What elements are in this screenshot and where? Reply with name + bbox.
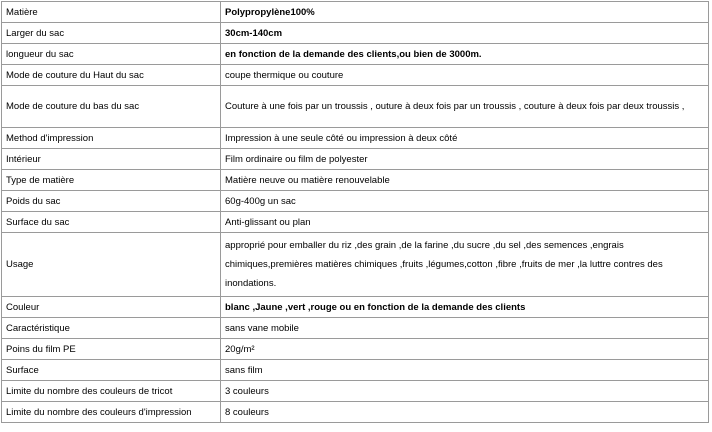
row-label: longueur du sac [2,44,221,65]
row-value: Polypropylène100% [221,2,709,23]
row-value: coupe thermique ou couture [221,65,709,86]
row-label: Mode de couture du bas du sac [2,86,221,128]
row-value: 20g/m² [221,339,709,360]
table-row [2,297,709,318]
row-value: Anti-glissant ou plan [221,212,709,233]
row-value: Impression à une seule côté ou impression à deux côté [221,128,709,149]
table-row [2,128,709,149]
row-label: Method d'impression [2,128,221,149]
table-row [2,339,709,360]
table-row [2,65,709,86]
table-row [2,212,709,233]
row-value: 3 couleurs [221,381,709,402]
row-label: Limite du nombre des couleurs d'impression [2,402,221,423]
table-row [2,170,709,191]
row-label: Limite du nombre des couleurs de tricot [2,381,221,402]
row-label: Couleur [2,297,221,318]
row-value: 60g-400g un sac [221,191,709,212]
table-row [2,191,709,212]
row-value: 8 couleurs [221,402,709,423]
row-value: 30cm-140cm [221,23,709,44]
table-row [2,318,709,339]
row-label: Surface du sac [2,212,221,233]
row-value: Couture à une fois par un troussis , outure à deux fois par un troussis , couture à deux fois par deux troussis , [221,86,709,128]
table-row [2,44,709,65]
row-value: sans vane mobile [221,318,709,339]
row-label: Poins du film PE [2,339,221,360]
row-label: Caractéristique [2,318,221,339]
row-value: Film ordinaire ou film de polyester [221,149,709,170]
row-value: Matière neuve ou matière renouvelable [221,170,709,191]
table-row [2,360,709,381]
table-row [2,233,709,297]
spec-table [1,1,709,423]
row-label: Matière [2,2,221,23]
row-label: Mode de couture du Haut du sac [2,65,221,86]
row-label: Larger du sac [2,23,221,44]
table-row [2,86,709,128]
row-value: sans film [221,360,709,381]
row-label: Intérieur [2,149,221,170]
table-row [2,2,709,23]
table-row [2,402,709,423]
row-label: Usage [2,233,221,297]
row-label: Poids du sac [2,191,221,212]
table-row [2,381,709,402]
spec-table-container [1,1,709,423]
table-row [2,149,709,170]
row-label: Type de matière [2,170,221,191]
row-value: approprié pour emballer du riz ,des grain ,de la farine ,du sucre ,du sel ,des semences ,engrais chimiques,premières matières chimiques ,fruits ,légumes,cotton ,fibre ,fruits de mer ,la luttre contres des inondations. [221,233,709,297]
row-label: Surface [2,360,221,381]
table-row [2,23,709,44]
row-value: en fonction de la demande des clients,ou bien de 3000m. [221,44,709,65]
row-value: blanc ,Jaune ,vert ,rouge ou en fonction de la demande des clients [221,297,709,318]
